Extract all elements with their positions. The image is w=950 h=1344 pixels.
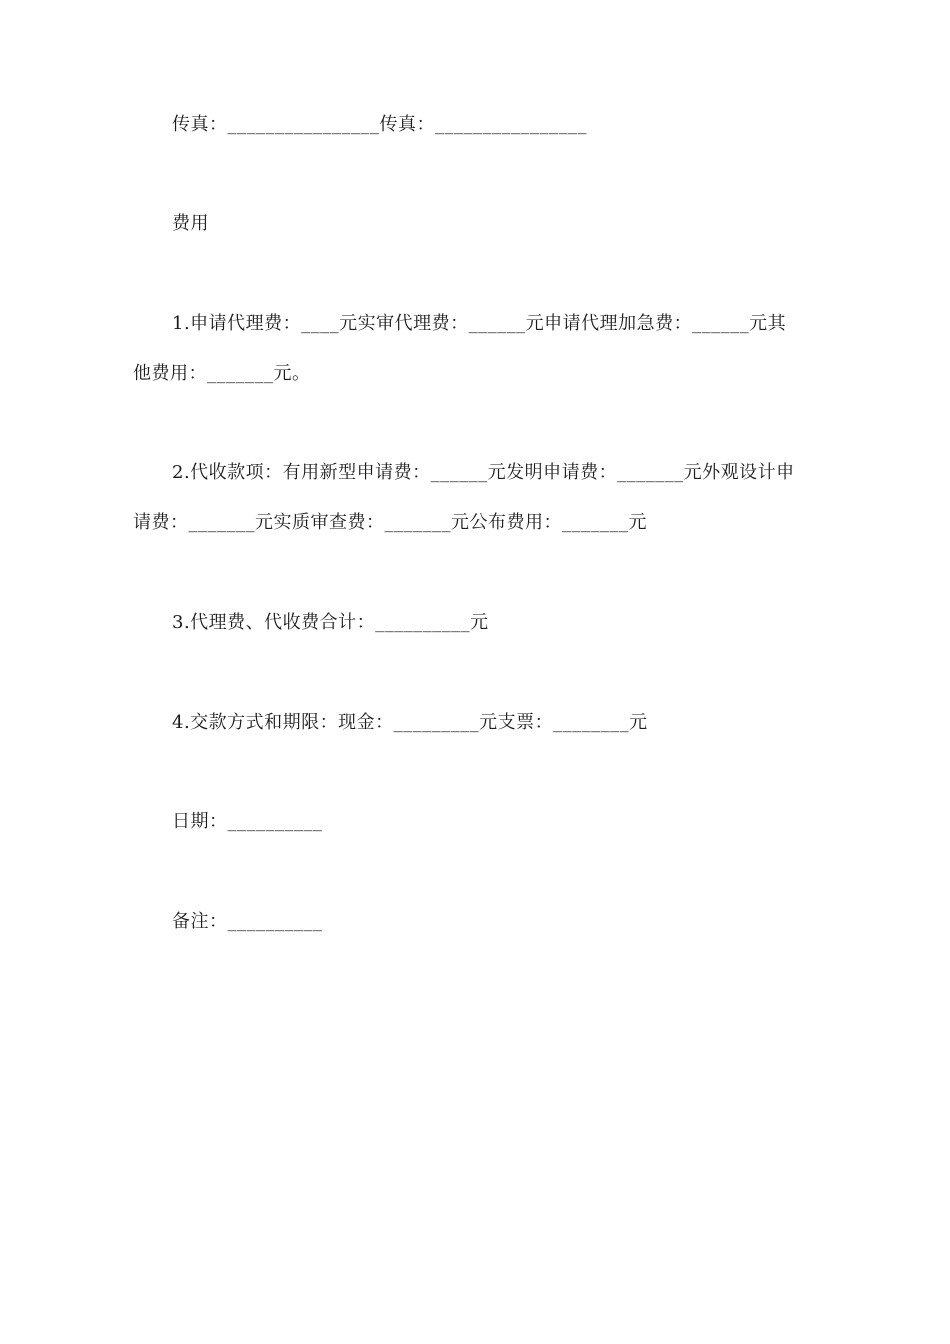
remarks-line: 备注：__________ <box>172 911 323 932</box>
item-3-total: 3.代理费、代收费合计：__________元 <box>172 612 489 633</box>
fax-line: 传真：________________传真：________________ <box>172 114 587 135</box>
item-1-line-2: 他费用：_______元。 <box>133 363 311 384</box>
fees-heading: 费用 <box>172 213 209 234</box>
date-line: 日期：__________ <box>172 811 323 832</box>
item-4-payment: 4.交款方式和期限：现金：_________元支票：________元 <box>172 712 648 733</box>
item-2-line-1: 2.代收款项：有用新型申请费：______元发明申请费：_______元外观设计申 <box>172 462 795 483</box>
item-2-line-2: 请费：_______元实质审查费：_______元公布费用：_______元 <box>133 512 647 533</box>
item-1-line-1: 1.申请代理费：____元实审代理费：______元申请代理加急费：______元其 <box>172 313 787 334</box>
